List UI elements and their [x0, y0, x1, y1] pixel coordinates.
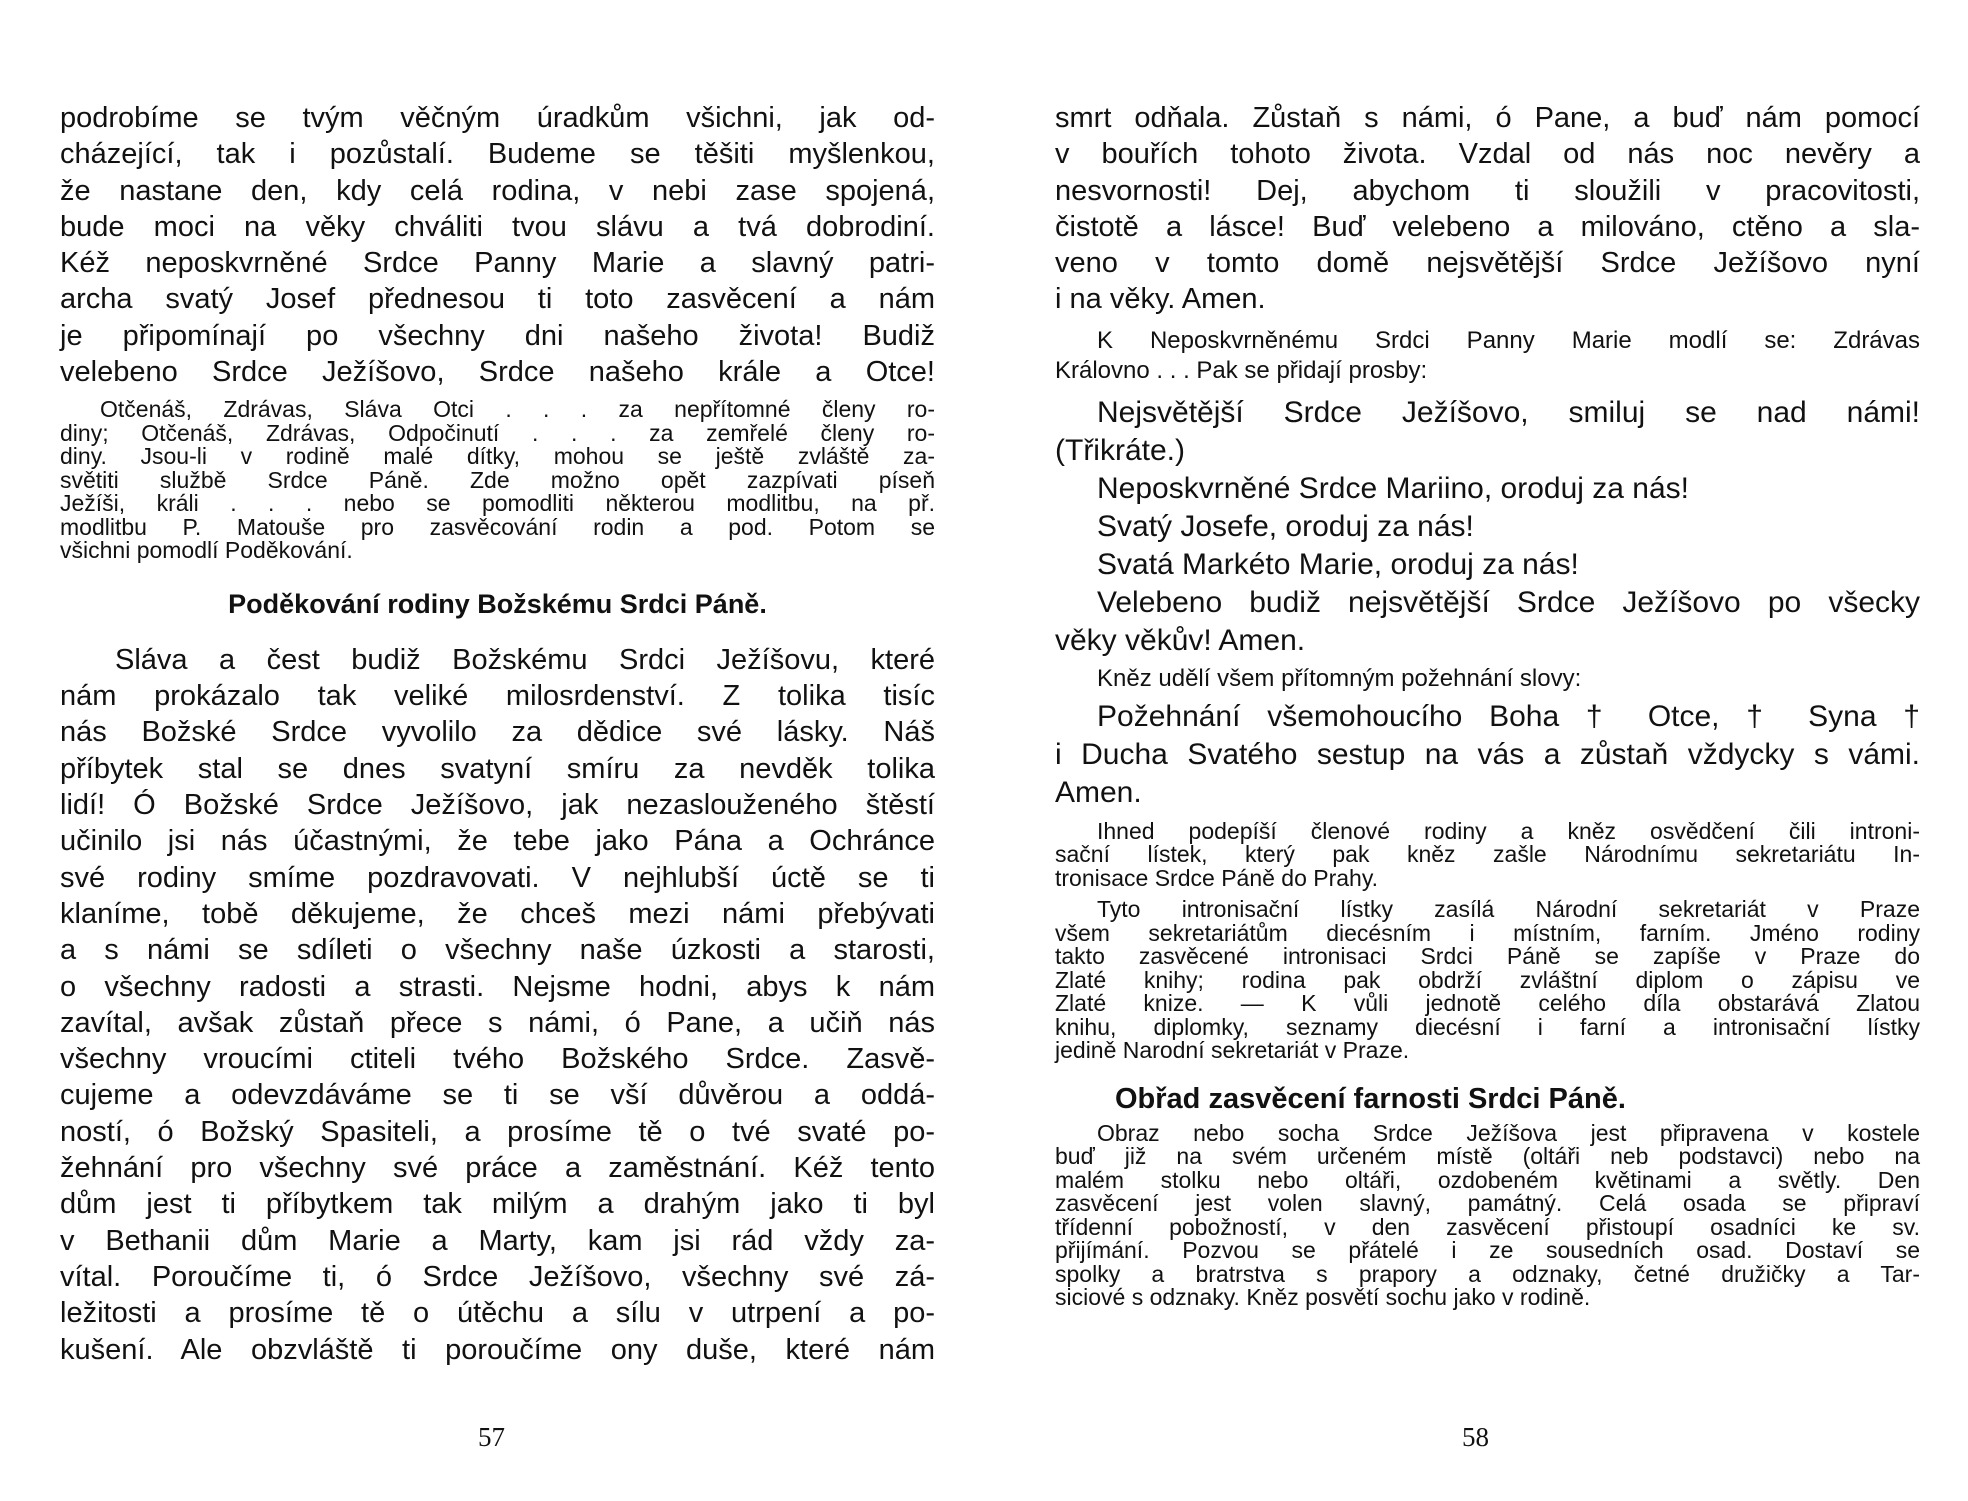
rubric-line: Ježíši, králi . . . nebo se pomodliti některou modlitbu, na př. [60, 490, 935, 517]
text-line: své rodiny smíme pozdravovati. V nejhlubší úctě se ti [60, 861, 935, 894]
text-line: vítal. Poroučíme ti, ó Srdce Ježíšovo, všechny své zá- [60, 1260, 935, 1293]
invocation-line: (Třikráte.) [1055, 433, 1185, 467]
right-para-top [1055, 100, 1920, 318]
rubric-line: diny. Jsou-li v rodině malé dítky, mohou se ještě zvláště za- [60, 443, 935, 470]
rubric-line: diny; Otčenáš, Zdrávas, Odpočinutí . . . za zemřelé členy ro- [60, 419, 935, 446]
rubric-line: zasvěcení jest volen slavný, památný. Celá osada se připraví [1055, 1190, 1920, 1217]
rubric-line: Obraz nebo socha Srdce Ježíšova jest připravena v kostele [1097, 1119, 1920, 1146]
left-rubric [60, 398, 935, 563]
text-line: žehnání pro všechny své práce a zaměstnání. Kéž tento [60, 1152, 935, 1185]
blessing [1055, 698, 1920, 812]
text-line: všechny vroucími ctiteli tvého Božského Srdce. Zasvě- [60, 1043, 935, 1076]
rubric-line: takto zasvěcené intronisaci Srdci Páně se zapíše v Praze do [1055, 943, 1920, 970]
text-line: smrt odňala. Zůstaň s námi, ó Pane, a buď nám pomocí [1055, 102, 1920, 134]
rubric-line: Ihned podepíší členové rodiny a kněz osvědčení čili introni- [1097, 817, 1920, 844]
text-line: je připomínají po všechny dni našeho života! Budiž [60, 319, 935, 352]
rubric-line: Tyto intronisační lístky zasílá Národní sekretariát v Praze [1097, 896, 1920, 923]
text-line: klaníme, tobě děkujeme, že chceš mezi námi přebývati [60, 897, 935, 930]
rubric-line: knihu, diplomky, seznamy diecésní i farní a intronisační lístky [1055, 1013, 1920, 1040]
left-para-top [60, 100, 935, 390]
right-rubric-1 [1055, 326, 1920, 386]
text-line: veno v tomto domě nejsvětější Srdce Ježíšovo nyní [1055, 247, 1920, 280]
section-heading: Poděkování rodiny Božskému Srdci Páně. [228, 588, 767, 619]
rubric-line: přijímání. Pozvou se přátelé i ze sousedních osad. Dostaví se [1055, 1237, 1920, 1264]
text-line: lidí! Ó Božské Srdce Ježíšovo, jak nezaslouženého štěstí [60, 789, 935, 822]
invocation-line: Velebeno budiž nejsvětější Srdce Ježíšovo po všecky [1097, 585, 1920, 619]
text-line: bude moci na věky chváliti tvou slávu a tvá dobrodiní. [60, 210, 935, 243]
rubric-line: modlitbu P. Matouše pro zasvěcování rodin a pod. Potom se [60, 513, 935, 540]
text-line: Kéž neposkvrněné Srdce Panny Marie a slavný patri- [60, 247, 935, 280]
rubric-line: Zlaté knihy; rodina pak obdrží zvláštní diplom o zápisu ve [1055, 966, 1920, 993]
text-line: nám prokázalo tak veliké milosrdenství. Z tolika tisíc [60, 680, 935, 713]
rubric-line: Zlaté knize. — K vůli jednotě celého díla obstarává Zlatou [1055, 990, 1920, 1017]
invocations [1055, 394, 1920, 660]
right-rubric-5 [1055, 1119, 1920, 1311]
text-line: ležitosti a prosíme tě o útěchu a sílu v utrpení a po- [60, 1297, 935, 1330]
right-rubric-3 [1055, 817, 1920, 891]
invocation-line: Svatý Josefe, oroduj za nás! [1097, 509, 1474, 543]
rubric-line: sační lístek, který pak kněz zašle Národnímu sekretariátu In- [1055, 841, 1920, 868]
rubric-line: tronisace Srdce Páně do Prahy. [1055, 864, 1379, 891]
right-rubric-4 [1055, 898, 1920, 1063]
text-line: že nastane den, kdy celá rodina, v nebi zase spojená, [60, 174, 935, 207]
invocation-line: Nejsvětější Srdce Ježíšovo, smiluj se nad námi! [1097, 395, 1920, 429]
text-line: kušení. Ale obzvláště ti poroučíme ony duše, které nám [60, 1333, 935, 1366]
text-line: a s námi se sdíleti o všechny naše úzkosti a starosti, [60, 934, 935, 967]
text-line: ností, ó Božský Spasiteli, a prosíme tě o tvé svaté po- [60, 1115, 935, 1148]
text-line: čistotě a lásce! Buď velebeno a milováno, ctěno a sla- [1055, 210, 1920, 243]
blessing-line: Požehnání všemohoucího Boha † Otce, † Syna † [1097, 699, 1920, 733]
invocation-line: Neposkvrněné Srdce Mariino, oroduj za nás! [1097, 471, 1689, 505]
blessing-line: Amen. [1055, 775, 1142, 809]
rubric-line: světiti službě Srdce Páně. Zde možno opět zazpívati píseň [60, 466, 935, 493]
invocation-line: věky věkův! Amen. [1055, 623, 1306, 657]
rubric-line: K Neposkvrněnému Srdci Panny Marie modlí se: Zdrávas [1097, 326, 1920, 354]
rubric-line: třídenní pobožností, v den zasvěcení přistoupí osadníci ke sv. [1055, 1213, 1920, 1240]
rubric-line: malém stolku nebo oltáři, ozdobeném květinami a světly. Den [1055, 1166, 1920, 1193]
text-line: archa svatý Josef přednesou ti toto zasvěcení a nám [60, 283, 935, 316]
text-line: v Bethanii dům Marie a Marty, kam jsi rád vždy za- [60, 1224, 935, 1257]
right-page [1055, 100, 1920, 1310]
text-line: o všechny radosti a strasti. Nejsme hodni, abys k nám [60, 970, 935, 1003]
text-line: nás Božské Srdce vyvolilo za dědice své lásky. Náš [60, 716, 935, 749]
left-page [60, 100, 935, 1368]
rubric-line: všichni pomodlí Poděkování. [60, 537, 353, 564]
section-heading: Obřad zasvěcení farnosti Srdci Páně. [1115, 1082, 1626, 1115]
rubric-line: spolky a bratrstva s prapory a odznaky, četné družičky a Tar- [1055, 1260, 1920, 1287]
right-rubric-2 [1055, 664, 1920, 694]
text-line: příbytek stal se dnes svatyní smíru za nevděk tolika [60, 752, 935, 785]
rubric-line: Královno . . . Pak se přidají prosby: [1055, 356, 1428, 384]
rubric-line: všem sekretariátům diecésním i místním, farním. Jméno rodiny [1055, 919, 1920, 946]
text-line: učinilo jsi nás účastnými, že tebe jako Pána a Ochránce [60, 825, 935, 858]
text-line: Sláva a čest budiž Božskému Srdci Ježíšovu, které [115, 643, 935, 676]
text-line: v bouřích tohoto života. Vzdal od nás noc nevěry a [1055, 138, 1920, 171]
rubric-line: Otčenáš, Zdrávas, Sláva Otci . . . za nepřítomné členy ro- [100, 396, 935, 423]
rubric-line: siciové s odznaky. Kněz posvětí sochu jako v rodině. [1055, 1284, 1591, 1311]
invocation-line: Svatá Markéto Marie, oroduj za nás! [1097, 547, 1579, 581]
rubric-line: buď již na svém určeném místě (oltáři neb podstavci) nebo na [1055, 1143, 1920, 1170]
rubric-line: Kněz udělí všem přítomným požehnání slovy: [1097, 664, 1582, 692]
page-number-left: 57 [478, 1422, 505, 1452]
text-line: i na věky. Amen. [1055, 283, 1266, 316]
page-number-right: 58 [1462, 1422, 1489, 1452]
text-line: podrobíme se tvým věčným úradkům všichni, jak od- [60, 102, 935, 134]
text-line: velebeno Srdce Ježíšovo, Srdce našeho krále a Otce! [60, 356, 935, 389]
left-para-main [60, 642, 935, 1368]
blessing-line: i Ducha Svatého sestup na vás a zůstaň vždycky s vámi. [1055, 737, 1920, 771]
rubric-line: jedině Narodní sekretariát v Praze. [1055, 1037, 1410, 1064]
text-line: cházející, tak i pozůstalí. Budeme se těšiti myšlenkou, [60, 138, 935, 171]
text-line: dům jest ti příbytkem tak milým a drahým jako ti byl [60, 1188, 935, 1221]
text-line: cujeme a odevzdáváme se ti se vší důvěrou a oddá- [60, 1079, 935, 1112]
text-line: zavítal, avšak zůstaň přece s námi, ó Pane, a učiň nás [60, 1006, 935, 1039]
text-line: nesvornosti! Dej, abychom ti sloužili v pracovitosti, [1055, 174, 1920, 207]
